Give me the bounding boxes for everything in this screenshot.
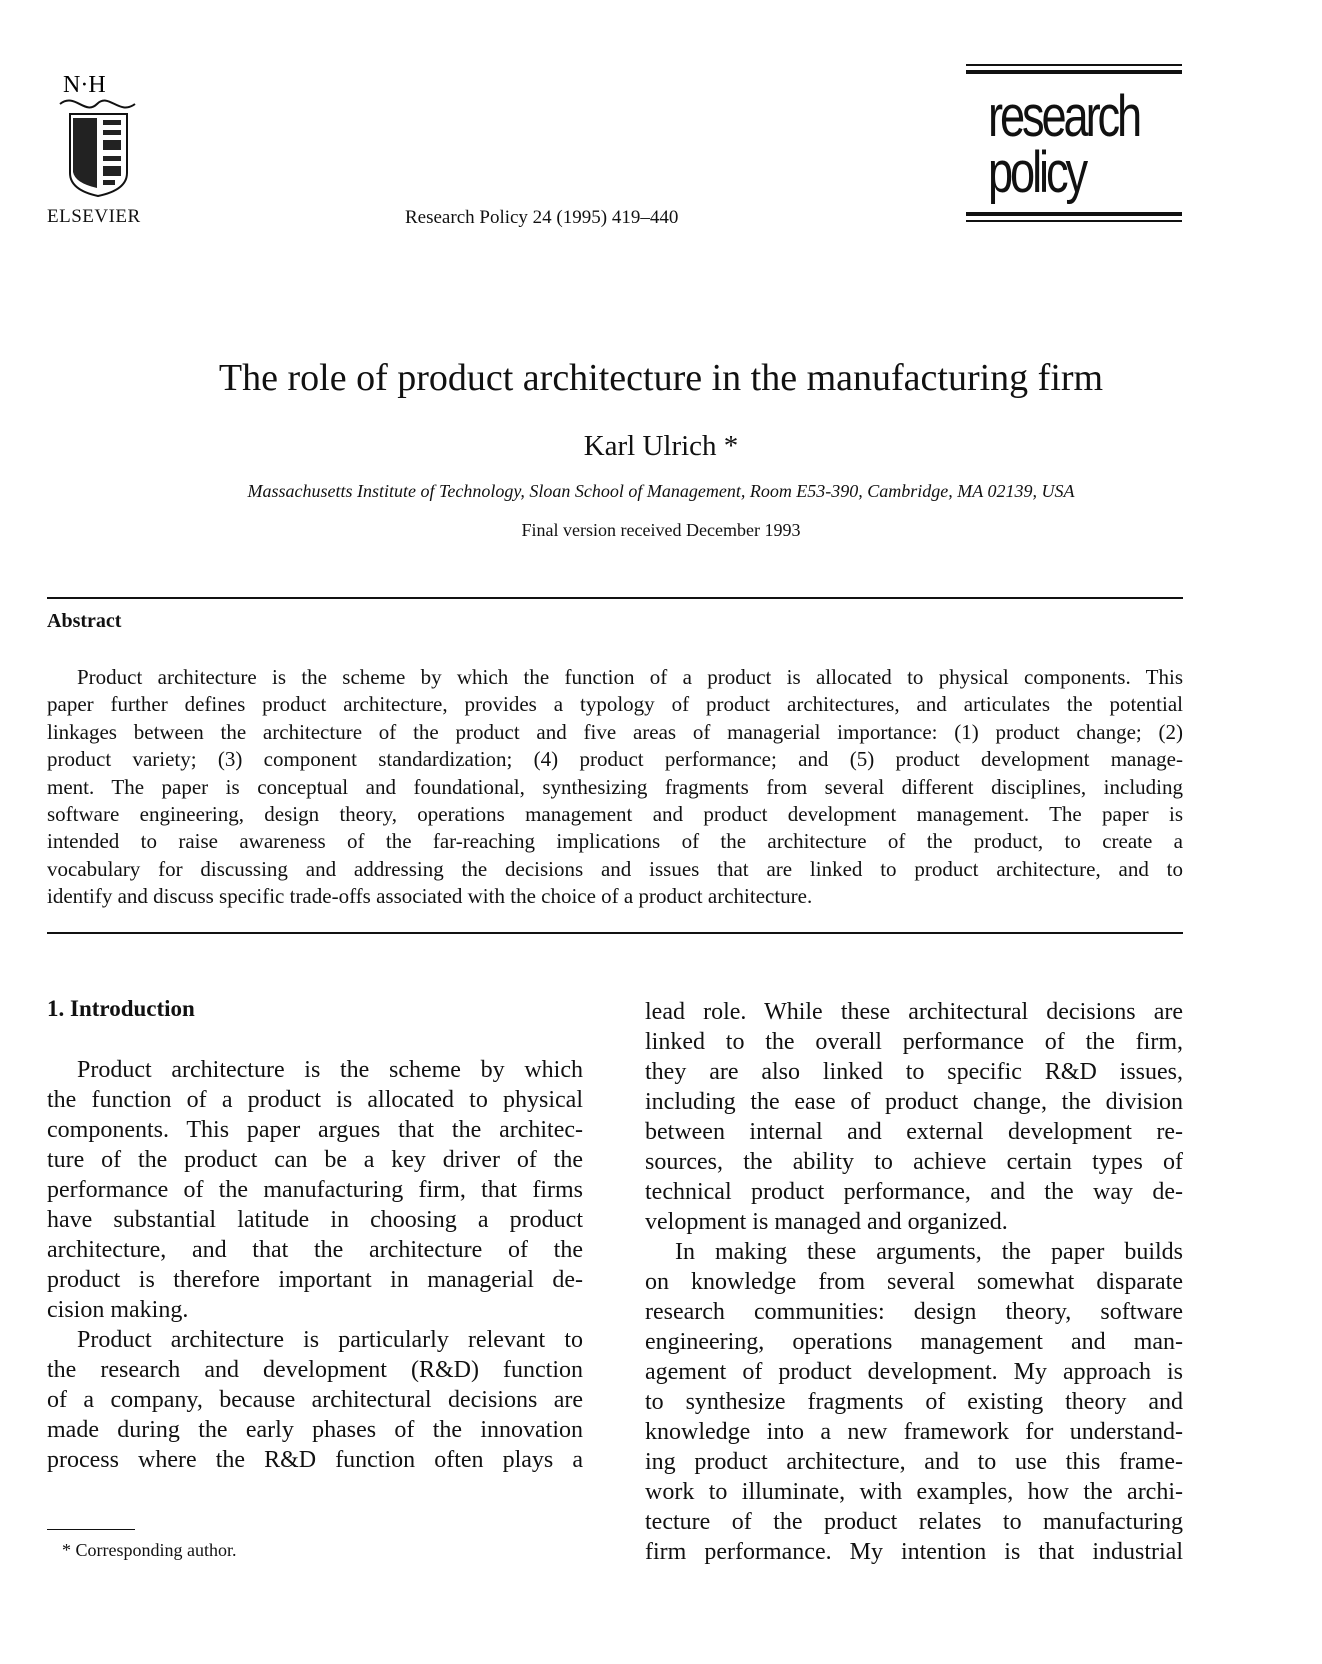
- text-line: of a company, because architectural decisions are: [47, 1387, 583, 1413]
- text-line: agement of product development. My approach is: [645, 1359, 1183, 1385]
- abstract-heading: Abstract: [47, 610, 122, 632]
- logo-rule-bottom-thick: [966, 212, 1182, 216]
- text-line: ing product architecture, and to use this frame-: [645, 1449, 1183, 1475]
- text-line: linkages between the architecture of the product and five areas of managerial importance: (1) product change; (2): [47, 719, 1183, 744]
- received-date: Final version received December 1993: [521, 520, 801, 540]
- text-line: on knowledge from several somewhat disparate: [645, 1269, 1183, 1295]
- text-line: including the ease of product change, the division: [645, 1089, 1183, 1115]
- abstract-rule-top: [47, 597, 1183, 599]
- text-line: software engineering, design theory, operations management and product development management. The paper is: [47, 802, 1183, 827]
- text-line: identify and discuss specific trade-offs associated with the choice of a product architecture.: [47, 884, 813, 909]
- text-line: to synthesize fragments of existing theory and: [645, 1389, 1183, 1415]
- logo-rule-top-thick: [966, 70, 1182, 74]
- text-line: technical product performance, and the way de-: [645, 1179, 1183, 1205]
- footnote-corresponding-author: * Corresponding author.: [62, 1540, 237, 1560]
- text-line: firm performance. My intention is that industrial: [645, 1539, 1183, 1565]
- text-line: tecture of the product relates to manufacturing: [645, 1509, 1183, 1535]
- text-line: Product architecture is the scheme by which the function of a product is allocated to physical components. This: [77, 665, 1183, 689]
- author-affiliation: Massachusetts Institute of Technology, Sloan School of Management, Room E53-390, Cambridge, MA 02139, USA: [247, 481, 1075, 501]
- abstract-rule-bottom: [47, 932, 1183, 934]
- article-author: Karl Ulrich *: [583, 430, 739, 462]
- journal-logo-word-2: policy: [988, 140, 1085, 205]
- text-line: process where the R&D function often plays a: [47, 1447, 583, 1473]
- text-line: Product architecture is the scheme by which: [77, 1057, 583, 1083]
- svg-text:N·H: N·H: [63, 72, 106, 98]
- text-line: In making these arguments, the paper builds: [675, 1239, 1183, 1265]
- text-line: ment. The paper is conceptual and foundational, synthesizing fragments from several different disciplines, including: [47, 774, 1183, 799]
- text-line: the function of a product is allocated to physical: [47, 1087, 583, 1113]
- journal-citation: Research Policy 24 (1995) 419–440: [405, 207, 679, 228]
- text-line: cision making.: [47, 1297, 189, 1323]
- text-line: intended to raise awareness of the far-reaching implications of the architecture of the product, to create a: [47, 829, 1183, 854]
- footnote-rule: [47, 1529, 135, 1530]
- publisher-name: ELSEVIER: [47, 206, 141, 227]
- text-line: Product architecture is particularly relevant to: [77, 1327, 583, 1353]
- body-column-left: [47, 1055, 583, 1475]
- logo-rule-bottom-thin: [966, 220, 1182, 222]
- text-line: product is therefore important in managerial de-: [47, 1267, 583, 1293]
- logo-rule-top-thin: [966, 64, 1182, 66]
- text-line: the research and development (R&D) function: [47, 1357, 583, 1383]
- journal-logo-word-1: research: [988, 84, 1140, 149]
- text-line: components. This paper argues that the architec-: [47, 1117, 583, 1143]
- text-line: architecture, and that the architecture of the: [47, 1237, 583, 1263]
- section-heading-introduction: 1. Introduction: [47, 996, 195, 1021]
- body-column-right: [645, 997, 1183, 1567]
- text-line: between internal and external development re-: [645, 1119, 1183, 1145]
- text-line: ture of the product can be a key driver of the: [47, 1147, 583, 1173]
- text-line: lead role. While these architectural decisions are: [645, 999, 1183, 1025]
- text-line: paper further defines product architecture, provides a typology of product architectures, and articulates the potential: [47, 692, 1183, 717]
- text-line: they are also linked to specific R&D issues,: [645, 1059, 1183, 1085]
- text-line: have substantial latitude in choosing a product: [47, 1207, 583, 1233]
- text-line: work to illuminate, with examples, how the archi-: [645, 1479, 1183, 1505]
- text-line: performance of the manufacturing firm, that firms: [47, 1177, 583, 1203]
- text-line: linked to the overall performance of the firm,: [645, 1029, 1183, 1055]
- text-line: knowledge into a new framework for understand-: [645, 1419, 1183, 1445]
- abstract-body: [47, 664, 1183, 911]
- north-holland-elsevier-logo: [55, 68, 140, 198]
- article-title: The role of product architecture in the manufacturing firm: [218, 357, 1104, 399]
- text-line: sources, the ability to achieve certain types of: [645, 1149, 1183, 1175]
- text-line: product variety; (3) component standardization; (4) product performance; and (5) product development manage-: [47, 747, 1183, 772]
- journal-logo: [966, 64, 1182, 224]
- text-line: made during the early phases of the innovation: [47, 1417, 583, 1443]
- text-line: research communities: design theory, software: [645, 1299, 1183, 1325]
- text-line: velopment is managed and organized.: [645, 1209, 1008, 1235]
- text-line: engineering, operations management and man-: [645, 1329, 1183, 1355]
- text-line: vocabulary for discussing and addressing the decisions and issues that are linked to product architecture, and to: [47, 856, 1183, 881]
